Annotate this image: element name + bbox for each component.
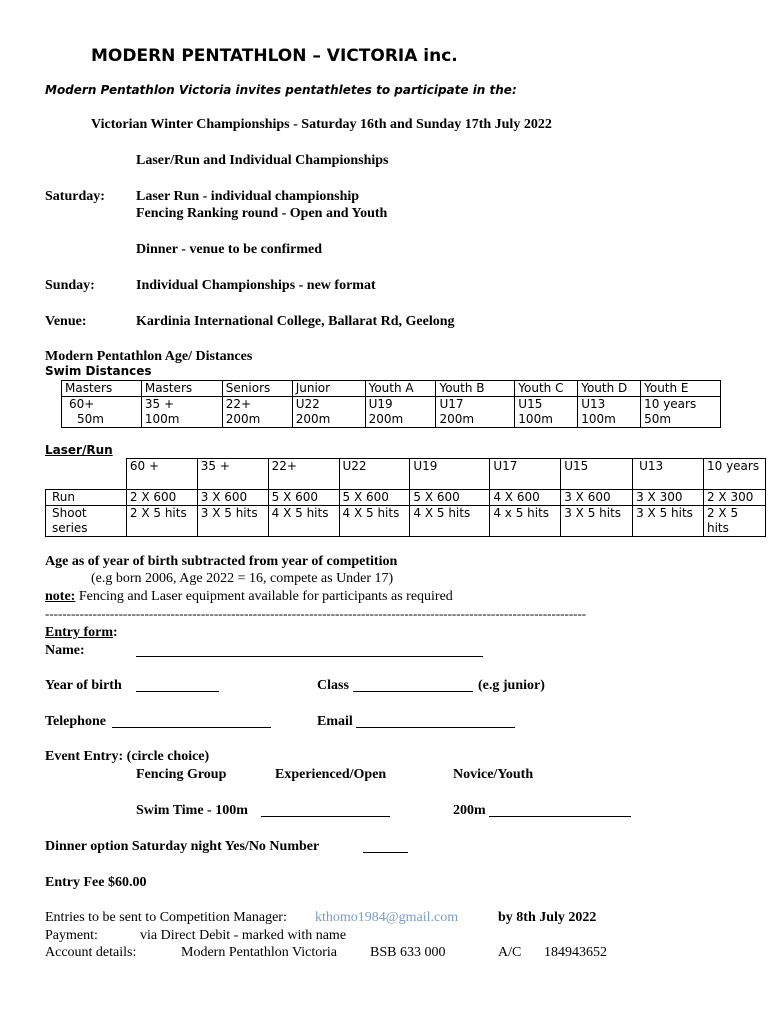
distances-heading: Modern Pentathlon Age/ Distances (45, 349, 253, 364)
table-cell: 2 X 600 (126, 490, 197, 506)
account-label: Account details: (45, 945, 137, 960)
year-of-birth-field[interactable] (136, 679, 219, 692)
laser-run-row (46, 490, 766, 506)
age-example: (e.g born 2006, Age 2022 = 16, compete as Under 17) (91, 571, 394, 586)
table-cell: U13 (578, 397, 641, 413)
telephone-label: Telephone (45, 714, 106, 729)
table-cell: 50m (62, 412, 142, 428)
page-title: MODERN PENTATHLON – VICTORIA inc. (91, 46, 458, 66)
venue-label: Venue: (45, 314, 87, 329)
swim-time-100m-field[interactable] (261, 804, 390, 817)
swim-200m-label: 200m (453, 803, 486, 818)
saturday-line-2: Fencing Ranking round - Open and Youth (136, 206, 388, 221)
equipment-note (45, 589, 453, 605)
table-cell: Masters (62, 381, 142, 397)
entries-label: Entries to be sent to Competition Manager: (45, 910, 287, 925)
table-cell: 22+ (268, 459, 339, 490)
table-cell: 10 years (703, 459, 765, 490)
swim-distances-table (61, 380, 721, 428)
table-cell: 60 + (126, 459, 197, 490)
table-cell: Youth D (578, 381, 641, 397)
email-label: Email (317, 714, 353, 729)
table-cell: U15 (561, 459, 633, 490)
laser-shoot-row (46, 506, 766, 537)
table-cell: 200m (365, 412, 436, 428)
championships-subtitle: Laser/Run and Individual Championships (136, 153, 389, 168)
name-field[interactable] (136, 644, 483, 657)
payment-text: via Direct Debit - marked with name (140, 928, 347, 943)
table-cell: 2 X 300 (703, 490, 765, 506)
laser-header-row (46, 459, 766, 490)
novice-youth-option[interactable]: Novice/Youth (453, 767, 534, 782)
entry-form-label: Entry form (45, 625, 114, 640)
table-cell: 60+ (62, 397, 142, 413)
note-label: note: (45, 589, 76, 604)
saturday-label: Saturday: (45, 189, 105, 204)
table-cell: 50m (641, 412, 721, 428)
name-label: Name: (45, 643, 85, 658)
table-cell: U15 (515, 397, 578, 413)
laser-run-heading: Laser/Run (45, 443, 113, 457)
ac-label: A/C (498, 945, 522, 960)
table-cell: 5 X 600 (339, 490, 410, 506)
table-cell: 3 X 5 hits (633, 506, 704, 537)
championships-title: Victorian Winter Championships - Saturday 16th and Sunday 17th July 2022 (91, 117, 552, 132)
swim-age-row (62, 397, 721, 413)
swim-time-label: Swim Time - 100m (136, 803, 248, 818)
manager-email-link[interactable]: kthomo1984@gmail.com (315, 910, 459, 925)
class-field[interactable] (353, 679, 473, 692)
table-cell: 100m (515, 412, 578, 428)
table-cell: 4 X 5 hits (410, 506, 490, 537)
account-number: 184943652 (544, 945, 607, 960)
invitation-text: Modern Pentathlon Victoria invites pentathletes to participate in the: (45, 83, 517, 97)
table-cell: 4 X 5 hits (268, 506, 339, 537)
entry-fee: Entry Fee $60.00 (45, 875, 147, 890)
table-cell: U13 (633, 459, 704, 490)
bsb-number: BSB 633 000 (370, 945, 446, 960)
table-cell: 5 X 600 (410, 490, 490, 506)
table-cell: 3 X 600 (197, 490, 268, 506)
table-cell: U19 (365, 397, 436, 413)
table-cell: 3 X 600 (561, 490, 633, 506)
table-cell: 2 X 5 hits (703, 506, 765, 537)
table-cell: 4 X 600 (490, 490, 561, 506)
table-cell: Youth B (436, 381, 515, 397)
table-cell: 35 + (141, 397, 222, 413)
experienced-open-option[interactable]: Experienced/Open (275, 767, 387, 782)
sunday-label: Sunday: (45, 278, 95, 293)
table-cell: 5 X 600 (268, 490, 339, 506)
table-cell: U19 (410, 459, 490, 490)
table-cell: 4 x 5 hits (490, 506, 561, 537)
table-cell: U17 (436, 397, 515, 413)
account-name: Modern Pentathlon Victoria (181, 945, 337, 960)
table-cell: 10 years (641, 397, 721, 413)
class-label: Class (317, 678, 349, 693)
table-cell: 2 X 5 hits (126, 506, 197, 537)
table-cell: Masters (141, 381, 222, 397)
swim-distance-row (62, 412, 721, 428)
dinner-text: Dinner - venue to be confirmed (136, 242, 322, 257)
table-cell: Youth C (515, 381, 578, 397)
class-hint: (e.g junior) (478, 678, 545, 693)
swim-time-200m-field[interactable] (489, 804, 631, 817)
divider: ----------------------------------------------------------------------------------------------------------------------------- (45, 606, 587, 621)
table-cell: Youth A (365, 381, 436, 397)
table-cell: 200m (436, 412, 515, 428)
table-cell: Seniors (222, 381, 292, 397)
deadline: by 8th July 2022 (498, 910, 597, 925)
table-cell: Junior (292, 381, 365, 397)
table-cell: Run (46, 490, 127, 506)
saturday-line-1: Laser Run - individual championship (136, 189, 360, 204)
venue-text: Kardinia International College, Ballarat Rd, Geelong (136, 314, 455, 329)
note-text: Fencing and Laser equipment available for participants as required (75, 589, 453, 604)
table-cell: 3 X 300 (633, 490, 704, 506)
table-cell: 200m (222, 412, 292, 428)
table-cell: 35 + (197, 459, 268, 490)
entry-form-colon: : (113, 625, 118, 640)
dinner-number-field[interactable] (363, 840, 408, 853)
payment-label: Payment: (45, 928, 98, 943)
sunday-text: Individual Championships - new format (136, 278, 376, 293)
table-cell: 3 X 5 hits (197, 506, 268, 537)
table-cell: U17 (490, 459, 561, 490)
table-cell: 100m (141, 412, 222, 428)
table-cell: Shoot series (46, 506, 127, 537)
table-cell: Youth E (641, 381, 721, 397)
email-field[interactable] (356, 715, 515, 728)
fencing-group-label: Fencing Group (136, 767, 227, 782)
table-cell: U22 (292, 397, 365, 413)
laser-run-table (45, 458, 766, 537)
table-cell: 22+ (222, 397, 292, 413)
table-cell: 4 X 5 hits (339, 506, 410, 537)
year-of-birth-label: Year of birth (45, 678, 122, 693)
table-cell: 200m (292, 412, 365, 428)
table-cell: 3 X 5 hits (561, 506, 633, 537)
swim-header-row (62, 381, 721, 397)
table-cell: 100m (578, 412, 641, 428)
age-rule: Age as of year of birth subtracted from year of competition (45, 554, 398, 569)
table-cell (46, 459, 127, 490)
entry-form-heading (45, 625, 118, 641)
telephone-field[interactable] (112, 715, 271, 728)
event-entry-label: Event Entry: (circle choice) (45, 749, 210, 764)
dinner-option-label: Dinner option Saturday night Yes/No Number (45, 839, 320, 854)
table-cell: U22 (339, 459, 410, 490)
swim-distances-heading: Swim Distances (45, 364, 152, 378)
